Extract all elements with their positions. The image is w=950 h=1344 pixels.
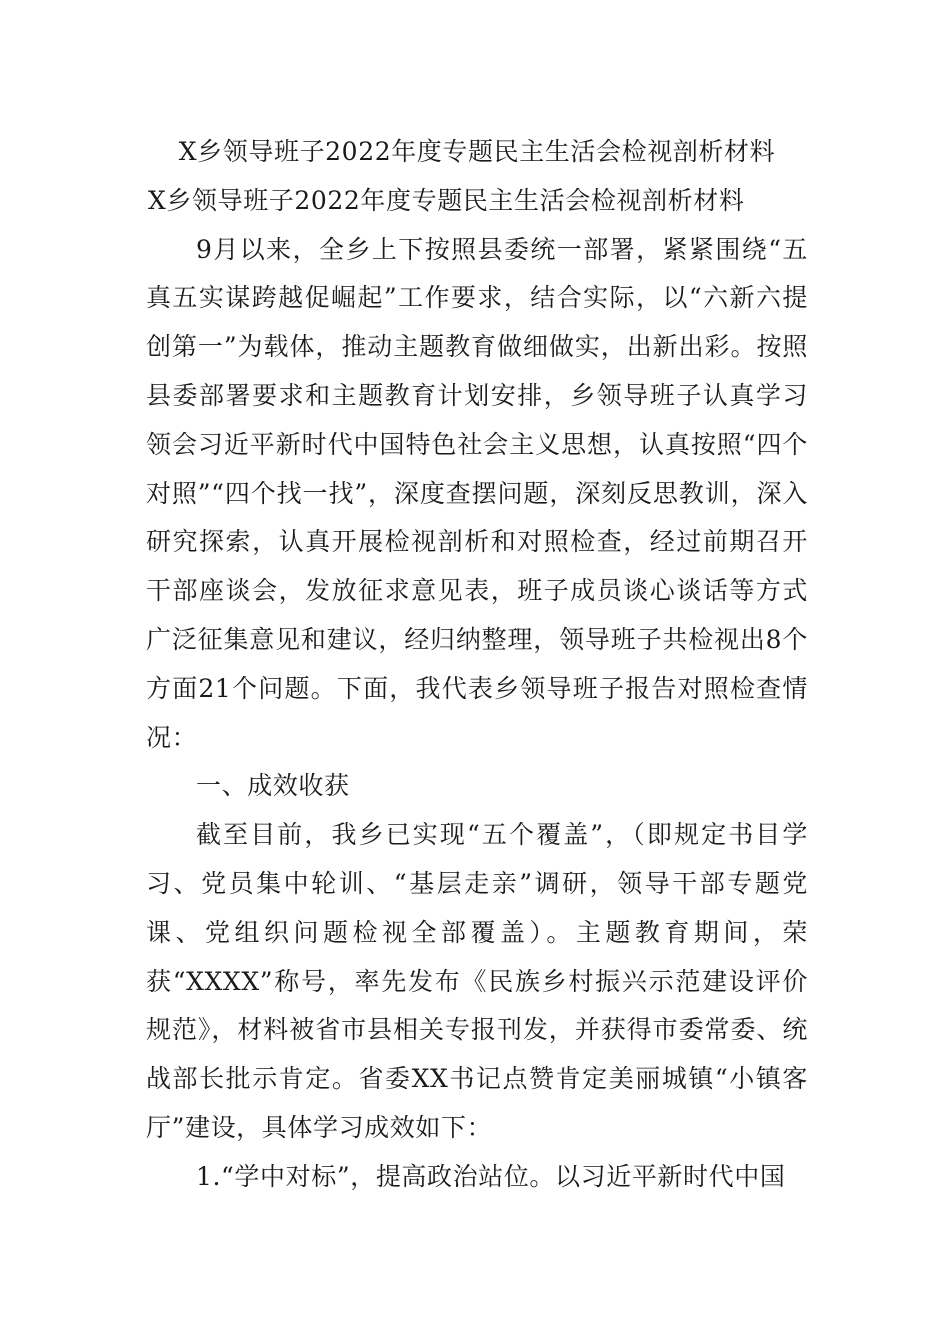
document-subtitle: X乡领导班子2022年度专题民主生活会检视剖析材料	[148, 185, 745, 215]
section-heading-achievements: 一、成效收获	[196, 771, 350, 801]
list-item-1: 1.“学中对标”，提高政治站位。以习近平新时代中国	[196, 1161, 786, 1191]
document-page	[146, 128, 808, 1202]
achievements-paragraph: 截至目前，我乡已实现“五个覆盖”，（即规定书目学习、党员集中轮训、“基层走亲”调研，领导干部专题党课、党组织问题检视全部覆盖）。主题教育期间，荣获“XXXX”称号，率先发布《民族乡村振兴示范建设评价规范》，材料被省市县相关专报刊发，并获得市委常委、统战部长批示肯定。省委XX书记点赞肯定美丽城镇“小镇客厅”建设，具体学习成效如下：	[146, 820, 808, 1142]
document-title: X乡领导班子2022年度专题民主生活会检视剖析材料	[178, 137, 776, 166]
intro-paragraph: 9月以来，全乡上下按照县委统一部署，紧紧围绕“五真五实谋跨越促崛起”工作要求，结合实际，以“六新六提创第一”为载体，推动主题教育做细做实，出新出彩。按照县委部署要求和主题教育计划安排，乡领导班子认真学习领会习近平新时代中国特色社会主义思想，认真按照“四个对照”“四个找一找”，深度查摆问题，深刻反思教训，深入研究探索，认真开展检视剖析和对照检查，经过前期召开干部座谈会，发放征求意见表，班子成员谈心谈话等方式广泛征集意见和建议，经归纳整理，领导班子共检视出8个方面21个问题。下面，我代表乡领导班子报告对照检查情况：	[146, 234, 808, 752]
